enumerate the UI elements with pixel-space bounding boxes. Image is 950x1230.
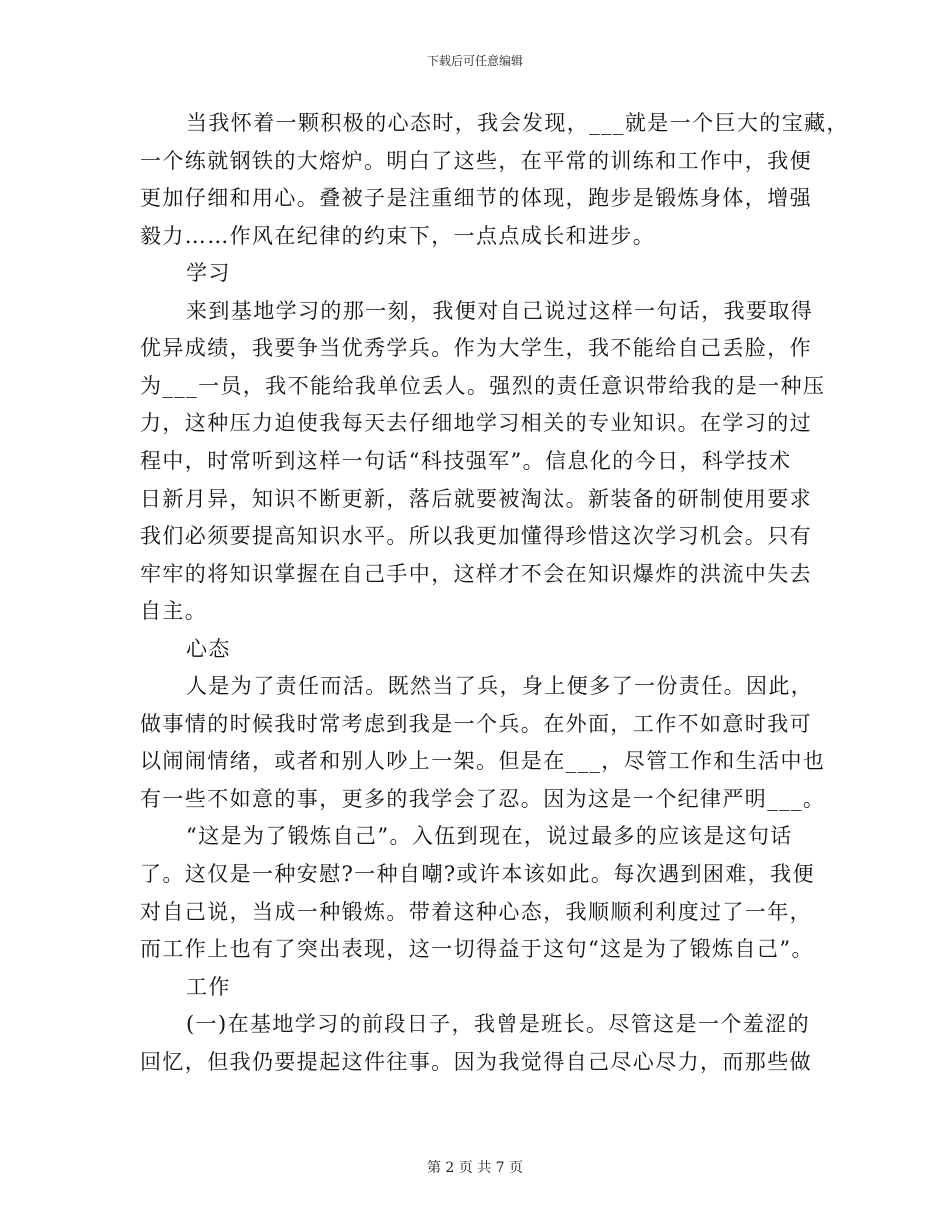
text-line: 以闹闹情绪，或者和别人吵上一架。但是在___，尽管工作和生活中也 bbox=[140, 749, 826, 774]
text-line: 力，这种压力迫使我每天去仔细地学习相关的专业知识。在学习的过 bbox=[140, 411, 812, 436]
text-line: 当我怀着一颗积极的心态时，我会发现，___就是一个巨大的宝藏， bbox=[186, 111, 849, 135]
page-footer: 第 2 页 共 7 页 bbox=[426, 1160, 524, 1176]
text-line: 优异成绩，我要争当优秀学兵。作为大学生，我不能给自己丢脸，作 bbox=[140, 336, 812, 361]
text-line: 一个练就钢铁的大熔炉。明白了这些，在平常的训练和工作中，我便 bbox=[140, 148, 812, 173]
text-line: 而工作上也有了突出表现，这一切得益于这句“这是为了锻炼自己”。 bbox=[140, 937, 814, 962]
text-line: 程中，时常听到这样一句话“科技强军”。信息化的今日，科学技术 bbox=[140, 448, 792, 473]
page-header: 下载后可任意编辑 bbox=[426, 54, 523, 68]
text-line: 了。这仅是一种安慰?一种自嘲?或许本该如此。每次遇到困难，我便 bbox=[140, 862, 815, 886]
text-line: (一)在基地学习的前段日子，我曾是班长。尽管这是一个羞涩的 bbox=[186, 1012, 810, 1037]
text-line: 自主。 bbox=[140, 599, 208, 624]
text-line: 学习 bbox=[186, 261, 231, 286]
text-line: 对自己说，当成一种锻炼。带着这种心态，我顺顺利利度过了一年， bbox=[140, 899, 812, 924]
text-line: 我们必须要提高知识水平。所以我更加懂得珍惜这次学习机会。只有 bbox=[140, 524, 812, 549]
text-line: 毅力……作风在纪律的约束下，一点点成长和进步。 bbox=[140, 223, 656, 248]
text-line: 来到基地学习的那一刻，我便对自己说过这样一句话，我要取得 bbox=[186, 298, 814, 323]
text-line: 牢牢的将知识掌握在自己手中，这样才不会在知识爆炸的洪流中失去 bbox=[140, 561, 812, 586]
text-line: 日新月异，知识不断更新，落后就要被淘汰。新装备的研制使用要求 bbox=[140, 486, 812, 511]
text-line: 有一些不如意的事，更多的我学会了忍。因为这是一个纪律严明___。 bbox=[140, 786, 826, 811]
text-line: 心态 bbox=[186, 636, 231, 661]
text-line: 人是为了责任而活。既然当了兵，身上便多了一份责任。因此， bbox=[186, 674, 814, 699]
text-line: “这是为了锻炼自己”。入伍到现在，说过最多的应该是这句话 bbox=[186, 824, 793, 849]
text-line: 更加仔细和用心。叠被子是注重细节的体现，跑步是锻炼身体，增强 bbox=[140, 186, 812, 211]
text-line: 为___一员，我不能给我单位丢人。强烈的责任意识带给我的是一种压 bbox=[140, 373, 826, 398]
text-line: 工作 bbox=[186, 974, 231, 999]
text-line: 做事情的时候我时常考虑到我是一个兵。在外面，工作不如意时我可 bbox=[140, 711, 812, 736]
text-line: 回忆，但我仍要提起这件往事。因为我觉得自己尽心尽力，而那些做 bbox=[140, 1049, 812, 1074]
